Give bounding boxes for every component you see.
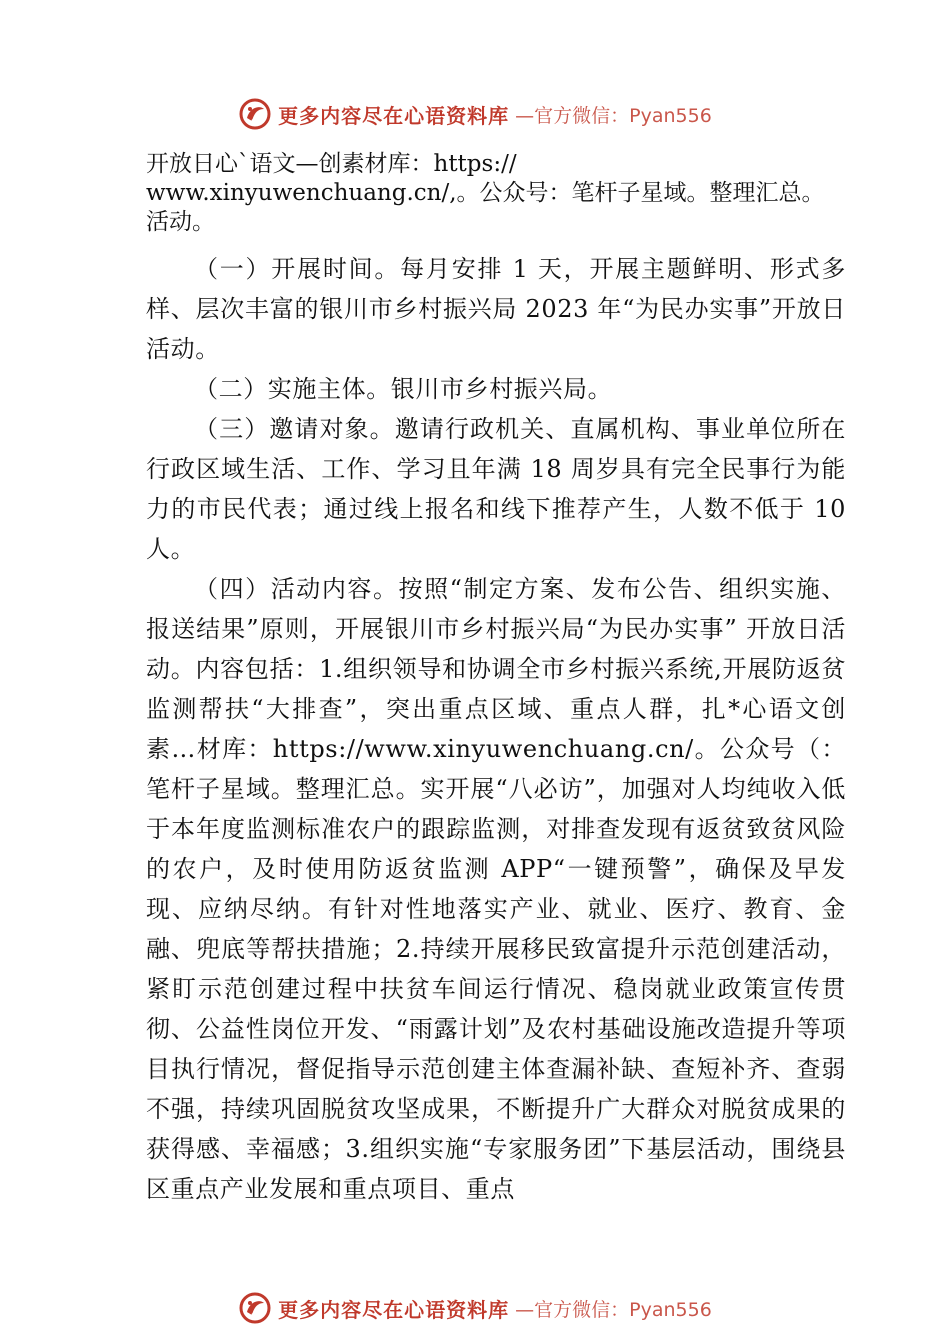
paragraph-subject: （二）实施主体。银川市乡村振兴局。	[194, 375, 613, 403]
banner-wechat-text: —官方微信：Pyan556	[515, 1298, 712, 1321]
paragraph-content: （四）活动内容。按照“制定方案、发布公告、组织实施、报送结果”原则，开展银川市乡村振兴局“为民办实事” 开放日活动。内容包括：1.组织领导和协调全市乡村振兴系统,开展防返贫监测帮扶“大排查”，突出重点区域、重点人群，扎*心语文创素…材库：https://www.xinyuwenchuang.cn/。公众号（：笔杆子星域。整理汇总。实开展“八必访”，加强对人均纯收入低于本年度监测标准农户的跟踪监测，对排查发现有返贫致贫风险的农户，及时使用防返贫监测 APP“一键预警”，确保及早发现、应纳尽纳。有针对性地落实产业、就业、医疗、教育、金融、兜底等帮扶措施；2.持续开展移民致富提升示范创建活动，紧盯示范创建过程中扶贫车间运行情况、稳岗就业政策宣传贯彻、公益性岗位开发、“雨露计划”及农村基础设施改造提升等项目执行情况，督促指导示范创建主体查漏补缺、查短补齐、查弱不强，持续巩固脱贫攻坚成果，不断提升广大群众对脱贫成果的获得感、幸福感；3.组织实施“专家服务团”下基层活动，围绕县区重点产业发展和重点项目、重点	[146, 575, 846, 1203]
document-head-lines	[146, 150, 846, 237]
red-swirl-logo-icon	[238, 97, 272, 131]
paragraph-time: （一）开展时间。每月安排 1 天，开展主题鲜明、形式多样、层次丰富的银川市乡村振兴局 2023 年“为民办实事”开放日活动。	[146, 255, 846, 363]
banner-main-text: 更多内容尽在心语资料库	[278, 103, 510, 128]
document-body	[146, 150, 846, 1209]
banner-wechat-text: —官方微信：Pyan556	[515, 104, 712, 127]
head-line: www.xinyuwenchuang.cn/,。公众号：笔杆子星域。整理汇总。	[146, 180, 825, 206]
head-line: 活动。	[146, 209, 215, 235]
red-swirl-logo-icon	[238, 1291, 272, 1325]
banner-main-text: 更多内容尽在心语资料库	[278, 1297, 510, 1322]
footer-banner	[0, 1286, 950, 1330]
header-banner	[0, 92, 950, 136]
head-line: 开放日心`语文—创素材库：https://	[146, 151, 517, 177]
paragraph-invitees: （三）邀请对象。邀请行政机关、直属机构、事业单位所在行政区域生活、工作、学习且年满 18 周岁具有完全民事行为能力的市民代表；通过线上报名和线下推荐产生，人数不低于 10 人。	[146, 415, 846, 563]
